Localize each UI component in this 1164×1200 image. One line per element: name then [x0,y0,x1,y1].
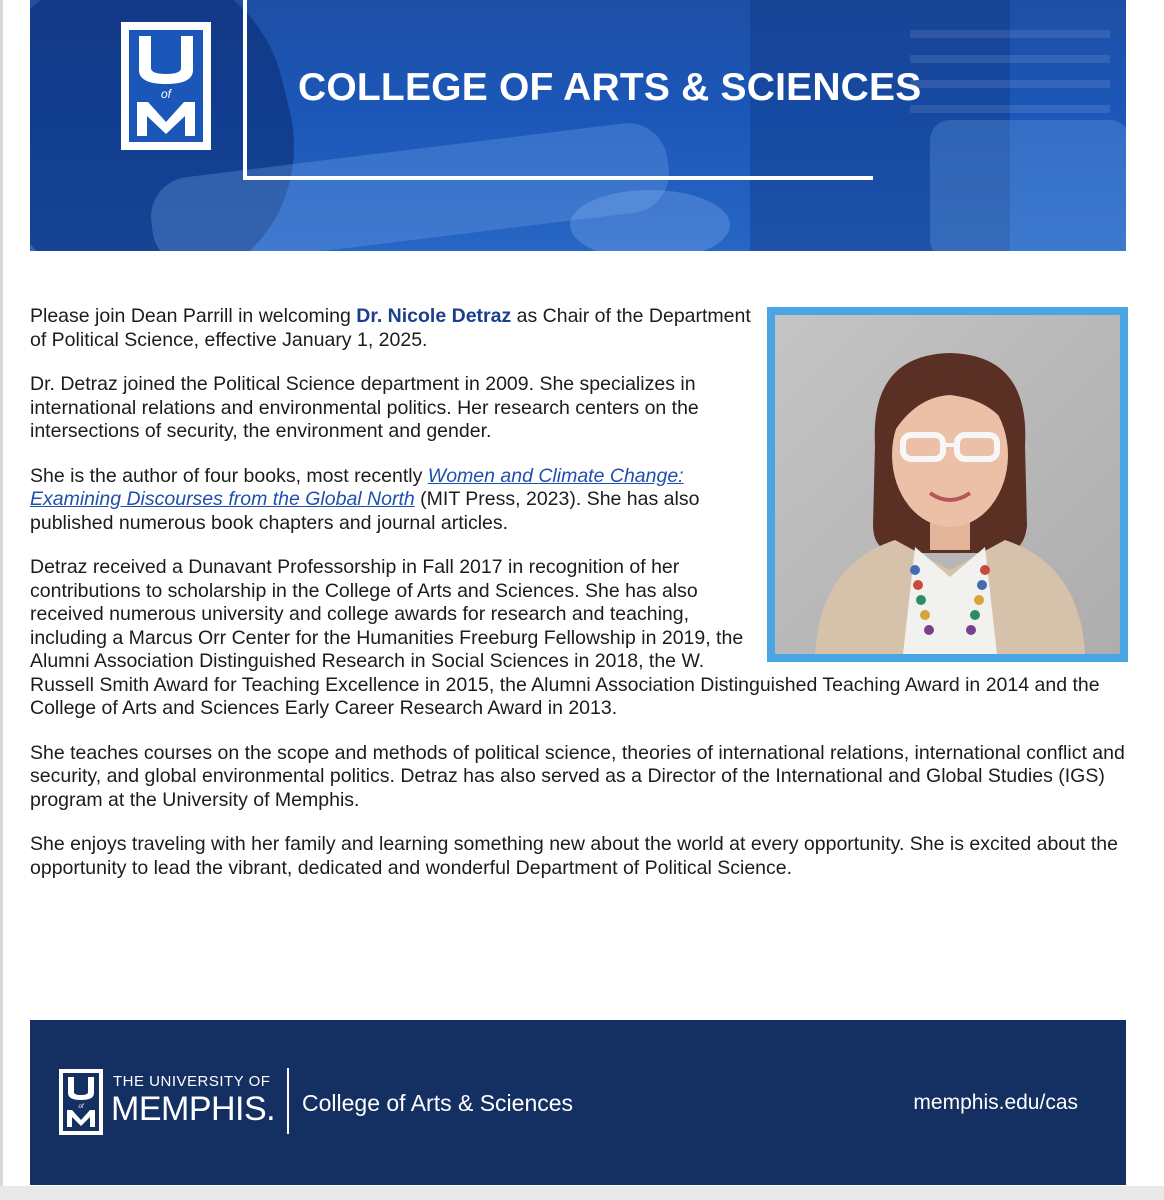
portrait-illustration [775,315,1120,654]
footer-website-link[interactable]: memphis.edu/cas [913,1091,1078,1114]
portrait-frame [767,307,1128,662]
banner-frame-horizontal [243,176,873,180]
paragraph-books: She is the author of four books, most recently Women and Climate Change: Examining Discourses from the Global North (MIT Press, 2023). She has also published numerous book chapters and journal articles. [30,464,700,534]
bottom-edge [0,1186,1164,1200]
svg-text:of: of [78,1104,84,1110]
book-link[interactable]: Women and Climate Change: Examining Discourses from the Global North [30,464,684,510]
footer-banner [30,1020,1126,1185]
paragraph-welcome: Please join Dean Parrill in welcoming Dr. Nicole Detraz as Chair of the Department of Political Science, effective January 1, 2025. [30,305,751,351]
banner-frame-vertical [243,0,247,180]
footer-divider [287,1068,289,1134]
uofm-logo-icon [121,22,211,150]
portrait-photo [775,315,1120,654]
header-banner [30,0,1126,251]
uofm-footer-logo-icon [59,1069,103,1135]
svg-text:of: of [160,87,172,101]
left-edge [0,0,3,1200]
footer-college-name: College of Arts & Sciences [302,1090,574,1116]
footer-university-line: THE UNIVERSITY OF [113,1073,271,1090]
name-link[interactable]: Dr. Nicole Detraz [356,305,512,327]
paragraph-teaching: She teaches courses on the scope and methods of political science, theories of international relations, international conflict and security, and global environmental politics. Detraz has also served as a Director of the International and Global Studies (IGS) program at the University of Memphis. [30,741,1125,811]
paragraph-awards: Detraz received a Dunavant Professorship in Fall 2017 in recognition of her contributions to scholarship in the College of Arts and Sciences. She has also received numerous university and college awards for research and teaching, including a Marcus Orr Center for the Humanities Freeburg Fellowship in 2019, the Alumni Association Distinguished Research in Social Sciences in 2018, the W. Russell Smith Award for Teaching Excellence in 2015, the Alumni Association Distinguished Teaching Award in 2014 and the College of Arts and Sciences Early Career Research Award in 2013. [30,556,1100,719]
page-title: COLLEGE OF ARTS & SCIENCES [298,66,922,109]
footer-memphis-wordmark: MEMPHIS. [111,1090,276,1128]
paragraph-background: Dr. Detraz joined the Political Science department in 2009. She specializes in international relations and environmental politics. Her research centers on the intersections of security, the environment and gender. [30,373,699,442]
article-body [30,305,1128,901]
paragraph-personal: She enjoys traveling with her family and learning something new about the world at every opportunity. She is excited about the opportunity to lead the vibrant, dedicated and wonderful Department of Political Science. [30,833,1118,879]
